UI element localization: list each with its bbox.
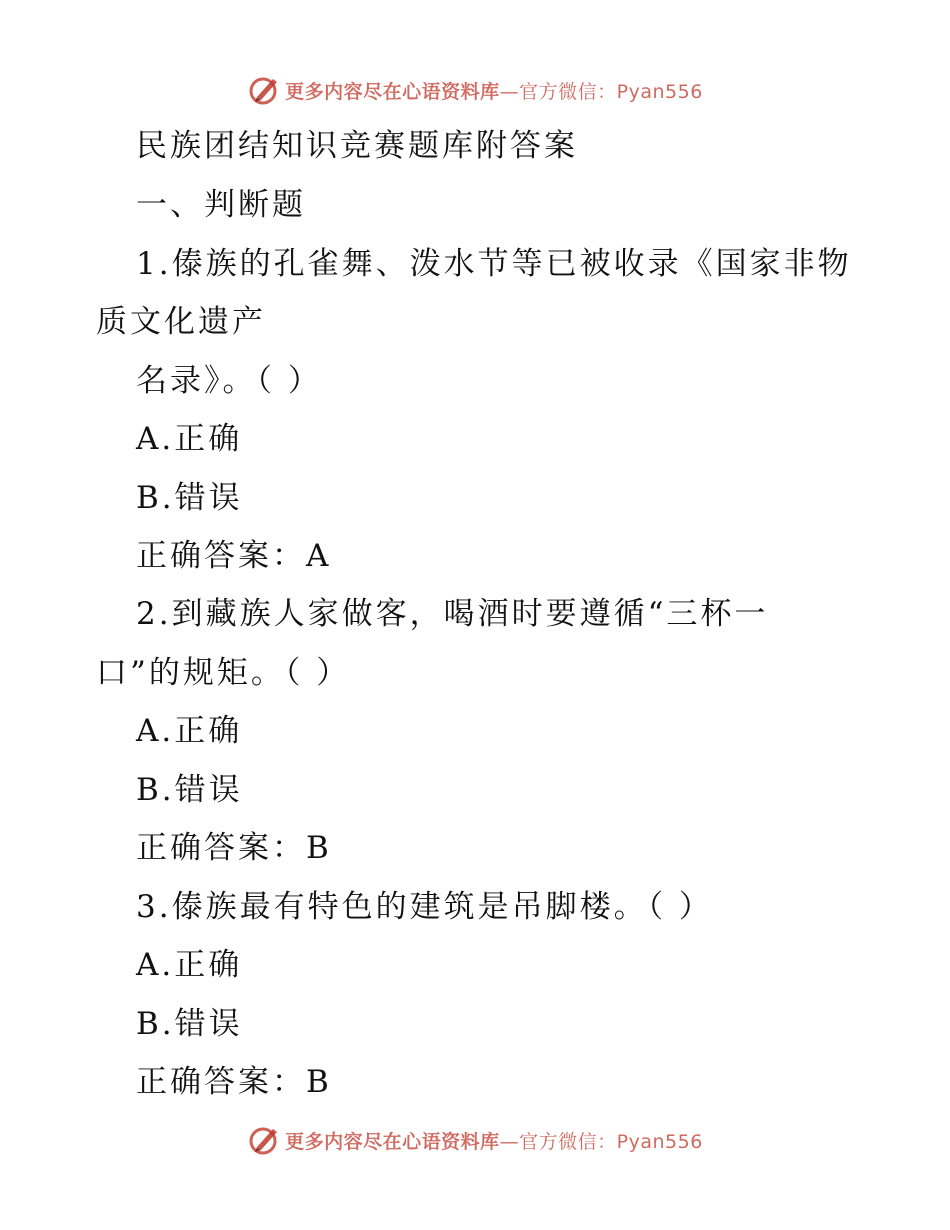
question-1-option-b: B.错误 [136, 480, 243, 516]
pen-logo-icon [247, 1123, 281, 1157]
question-1-line-1: 1.傣族的孔雀舞、泼水节等已被收录《国家非物 [136, 246, 852, 282]
question-3-option-a: A.正确 [136, 947, 243, 983]
question-1-answer: 正确答案：A [136, 538, 332, 574]
pen-logo-icon [247, 73, 281, 107]
question-3-answer: 正确答案：B [136, 1064, 332, 1100]
question-1-option-a: A.正确 [136, 421, 243, 457]
question-2-line-2: 口”的规矩。（ ） [96, 655, 351, 691]
section-heading: 一、判断题 [136, 187, 306, 223]
footer-watermark [0, 1120, 950, 1160]
watermark-wechat-text: —官方微信：Pyan556 [499, 1130, 703, 1153]
question-2-option-b: B.错误 [136, 772, 243, 808]
question-1-line-3: 名录》。（ ） [136, 363, 322, 399]
document-title: 民族团结知识竞赛题库附答案 [136, 128, 578, 164]
watermark-site-text: 更多内容尽在心语资料库 [285, 80, 500, 103]
watermark-site-text: 更多内容尽在心语资料库 [285, 1130, 500, 1153]
question-2-option-a: A.正确 [136, 713, 243, 749]
question-2-answer: 正确答案：B [136, 830, 332, 866]
question-1-line-2: 质文化遗产 [96, 304, 266, 340]
question-3-line-1: 3.傣族最有特色的建筑是吊脚楼。（ ） [136, 889, 713, 925]
question-3-option-b: B.错误 [136, 1006, 243, 1042]
header-watermark [0, 70, 950, 110]
watermark-wechat-text: —官方微信：Pyan556 [499, 80, 703, 103]
question-2-line-1: 2.到藏族人家做客，喝酒时要遵循“三杯一 [136, 596, 769, 632]
